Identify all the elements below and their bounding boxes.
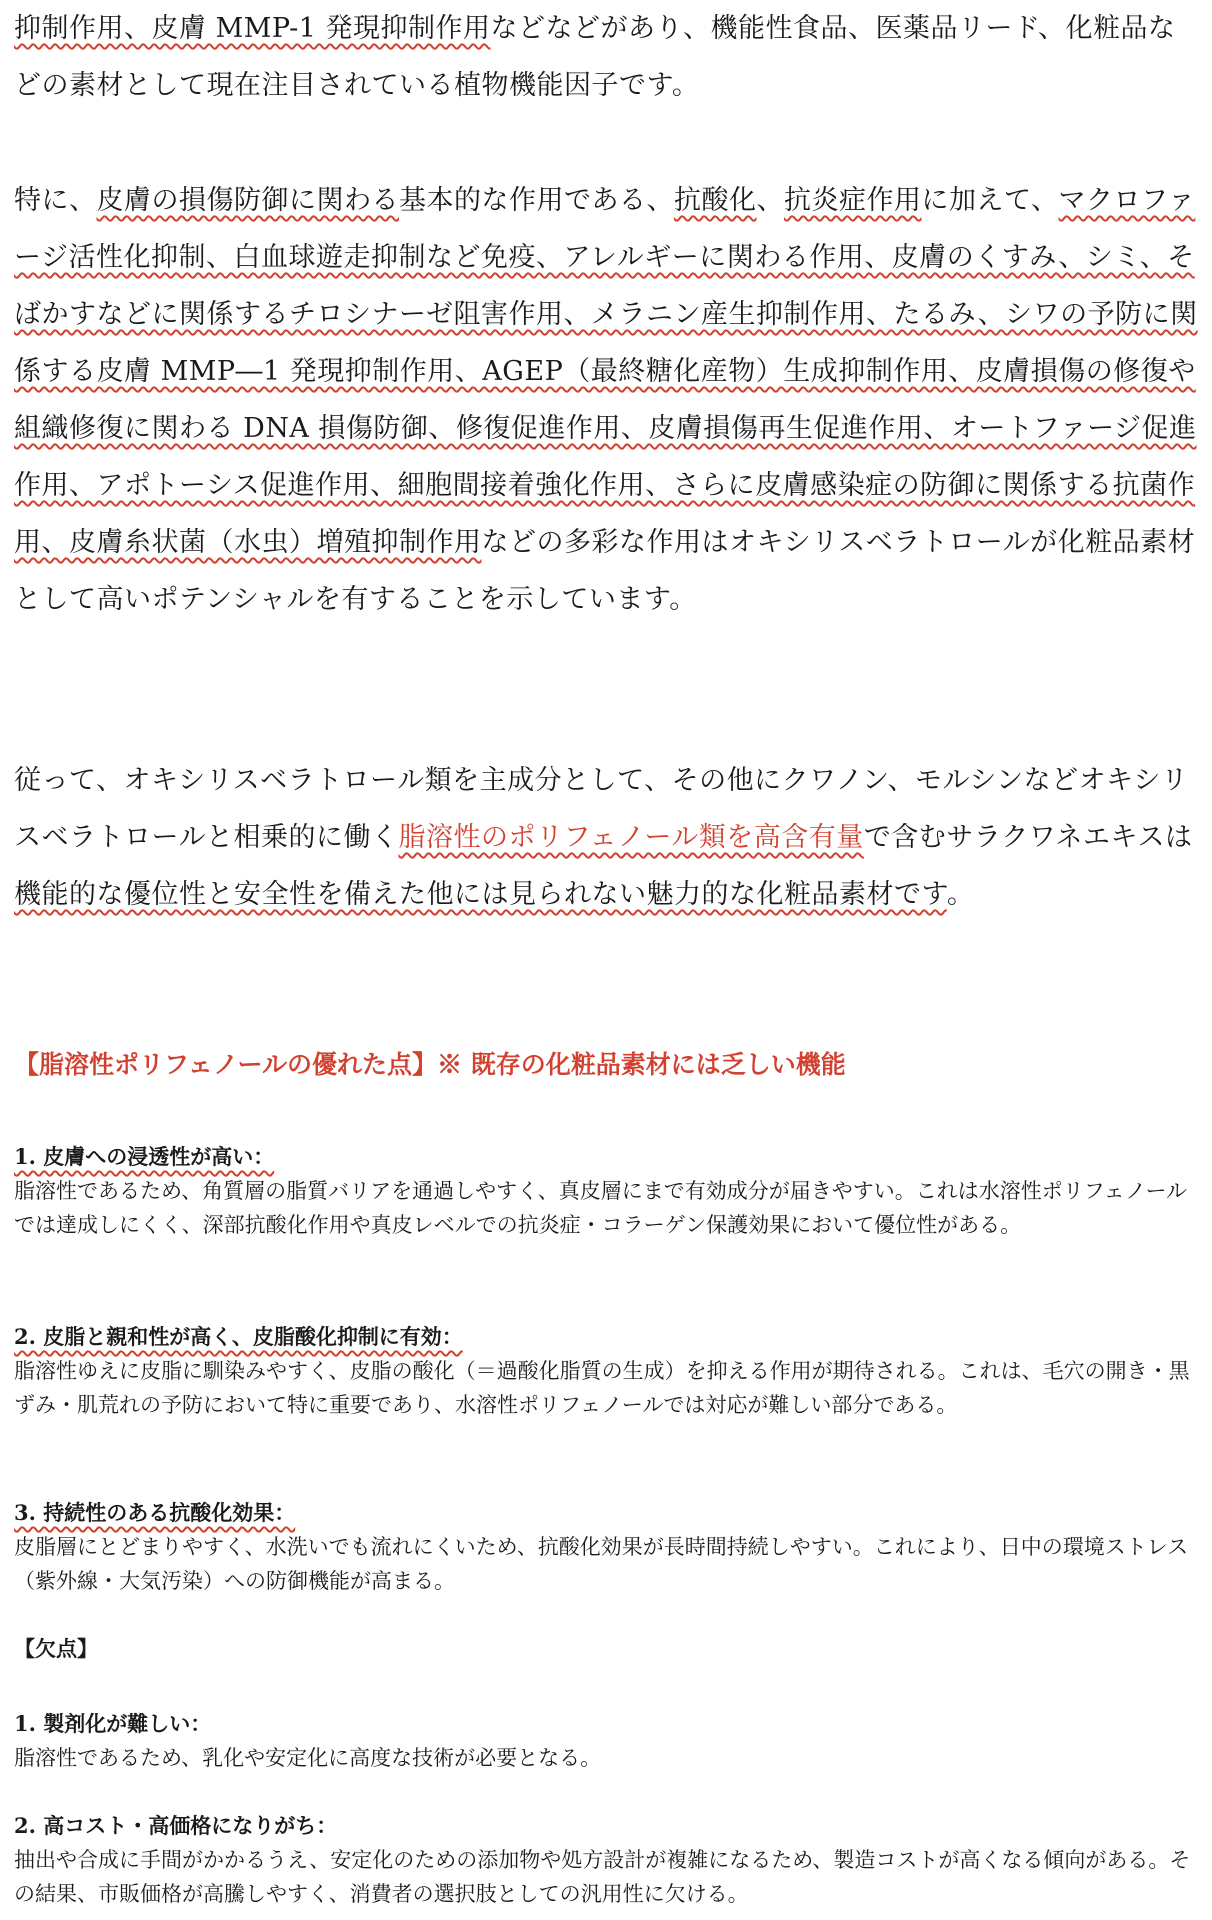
features-paragraph (14, 172, 1198, 628)
advantage-title (14, 1140, 1198, 1174)
conclusion-red-highlight: 脂溶性のポリフェノール類を高含有量 (398, 822, 864, 853)
advantage-title-text: 3. 持続性のある抗酸化効果： (14, 1500, 296, 1525)
intro-text: などなどがあり、機能性食品、医薬品リード、化粧品などの素材として現在注目されている植物機能因子です。 (14, 13, 1176, 101)
advantage-item (14, 1496, 1198, 1598)
conclusion-text: 。 (946, 879, 975, 910)
advantage-body: 脂溶性であるため、角質層の脂質バリアを通過しやすく、真皮層にまで有効成分が届きやすい。これは水溶性ポリフェノールでは達成しにくく、深部抗酸化作用や真皮レベルでの抗炎症・コラーゲン保護効果において優位性がある。 (14, 1179, 1188, 1237)
advantage-title (14, 1320, 1198, 1354)
features-text: 、 (756, 185, 784, 216)
features-text: に加えて、 (921, 185, 1059, 216)
features-text: 基本的な作用である、 (399, 185, 674, 216)
features-highlight: 抗炎症作用 (784, 185, 922, 216)
intro-paragraph (14, 0, 1198, 114)
features-text: などの多彩な作用はオキシリスベラトロールが化粧品素材として高いポテンシャルを有することを示しています。 (14, 527, 1196, 615)
conclusion-highlight: 機能的な優位性と安全性を備えた他には見られない魅力的な化粧品素材です (14, 879, 947, 910)
advantage-title (14, 1496, 1198, 1530)
advantages-heading: 【脂溶性ポリフェノールの優れた点】※ 既存の化粧品素材には乏しい機能 (14, 1050, 846, 1079)
conclusion-text: で含むサラクワネエキスは (863, 822, 1193, 853)
defect-body: 抽出や合成に手間がかかるうえ、安定化のための添加物や処方設計が複雑になるため、製造コストが高くなる傾向がある。その結果、市販価格が高騰しやすく、消費者の選択肢としての汎用性に欠ける。 (14, 1848, 1191, 1906)
advantage-body: 脂溶性ゆえに皮脂に馴染みやすく、皮脂の酸化（＝過酸化脂質の生成）を抑える作用が期待される。これは、毛穴の開き・黒ずみ・肌荒れの予防において特に重要であり、水溶性ポリフェノールでは対応が難しい部分である。 (14, 1359, 1190, 1417)
defect-item (14, 1707, 1198, 1775)
advantage-item (14, 1320, 1198, 1422)
features-highlight: 皮膚の損傷防御に関わる (96, 185, 399, 216)
advantage-body: 皮脂層にとどまりやすく、水洗いでも流れにくいため、抗酸化効果が長時間持続しやすい。これにより、日中の環境ストレス（紫外線・大気汚染）への防御機能が高まる。 (14, 1535, 1189, 1593)
defect-item (14, 1809, 1198, 1911)
features-highlight: マクロファージ活性化抑制、白血球遊走抑制など免疫、アレルギーに関わる作用、皮膚のくすみ、シミ、そばかすなどに関係するチロシナーゼ阻害作用、メラニン産生抑制作用、たるみ、シワの予防に関係する皮膚 MMP―1 発現抑制作用、AGEP（最終糖化産物）生成抑制作用、皮膚損傷の修復や組織修復に関わる DNA 損傷防御、修復促進作用、皮膚損傷再生促進作用、オートファージ促進作用、アポトーシス促進作用、細胞間接着強化作用、さらに皮膚感染症の防御に関係する抗菌作用、皮膚糸状菌（水虫）増殖抑制作用 (14, 185, 1198, 558)
features-highlight: 抗酸化 (674, 185, 757, 216)
advantage-item (14, 1140, 1198, 1242)
advantage-title-text: 1. 皮膚への浸透性が高い： (14, 1144, 275, 1169)
defect-title: 1. 製剤化が難しい： (14, 1711, 212, 1736)
defects-heading: 【欠点】 (14, 1636, 98, 1661)
defect-body: 脂溶性であるため、乳化や安定化に高度な技術が必要となる。 (14, 1746, 602, 1770)
intro-highlight: 抑制作用、皮膚 MMP-1 発現抑制作用 (14, 13, 491, 44)
defect-title: 2. 高コスト・高価格になりがち： (14, 1813, 338, 1838)
conclusion-text: 従って、オキシリスベラトロール類を主成分として、その他にクワノン、モルシンなどオキシリスベラトロールと相乗的に働く (14, 765, 1189, 853)
conclusion-paragraph (14, 752, 1198, 923)
advantage-title-text: 2. 皮脂と親和性が高く、皮脂酸化抑制に有効： (14, 1324, 463, 1349)
features-text: 特に、 (14, 185, 97, 216)
